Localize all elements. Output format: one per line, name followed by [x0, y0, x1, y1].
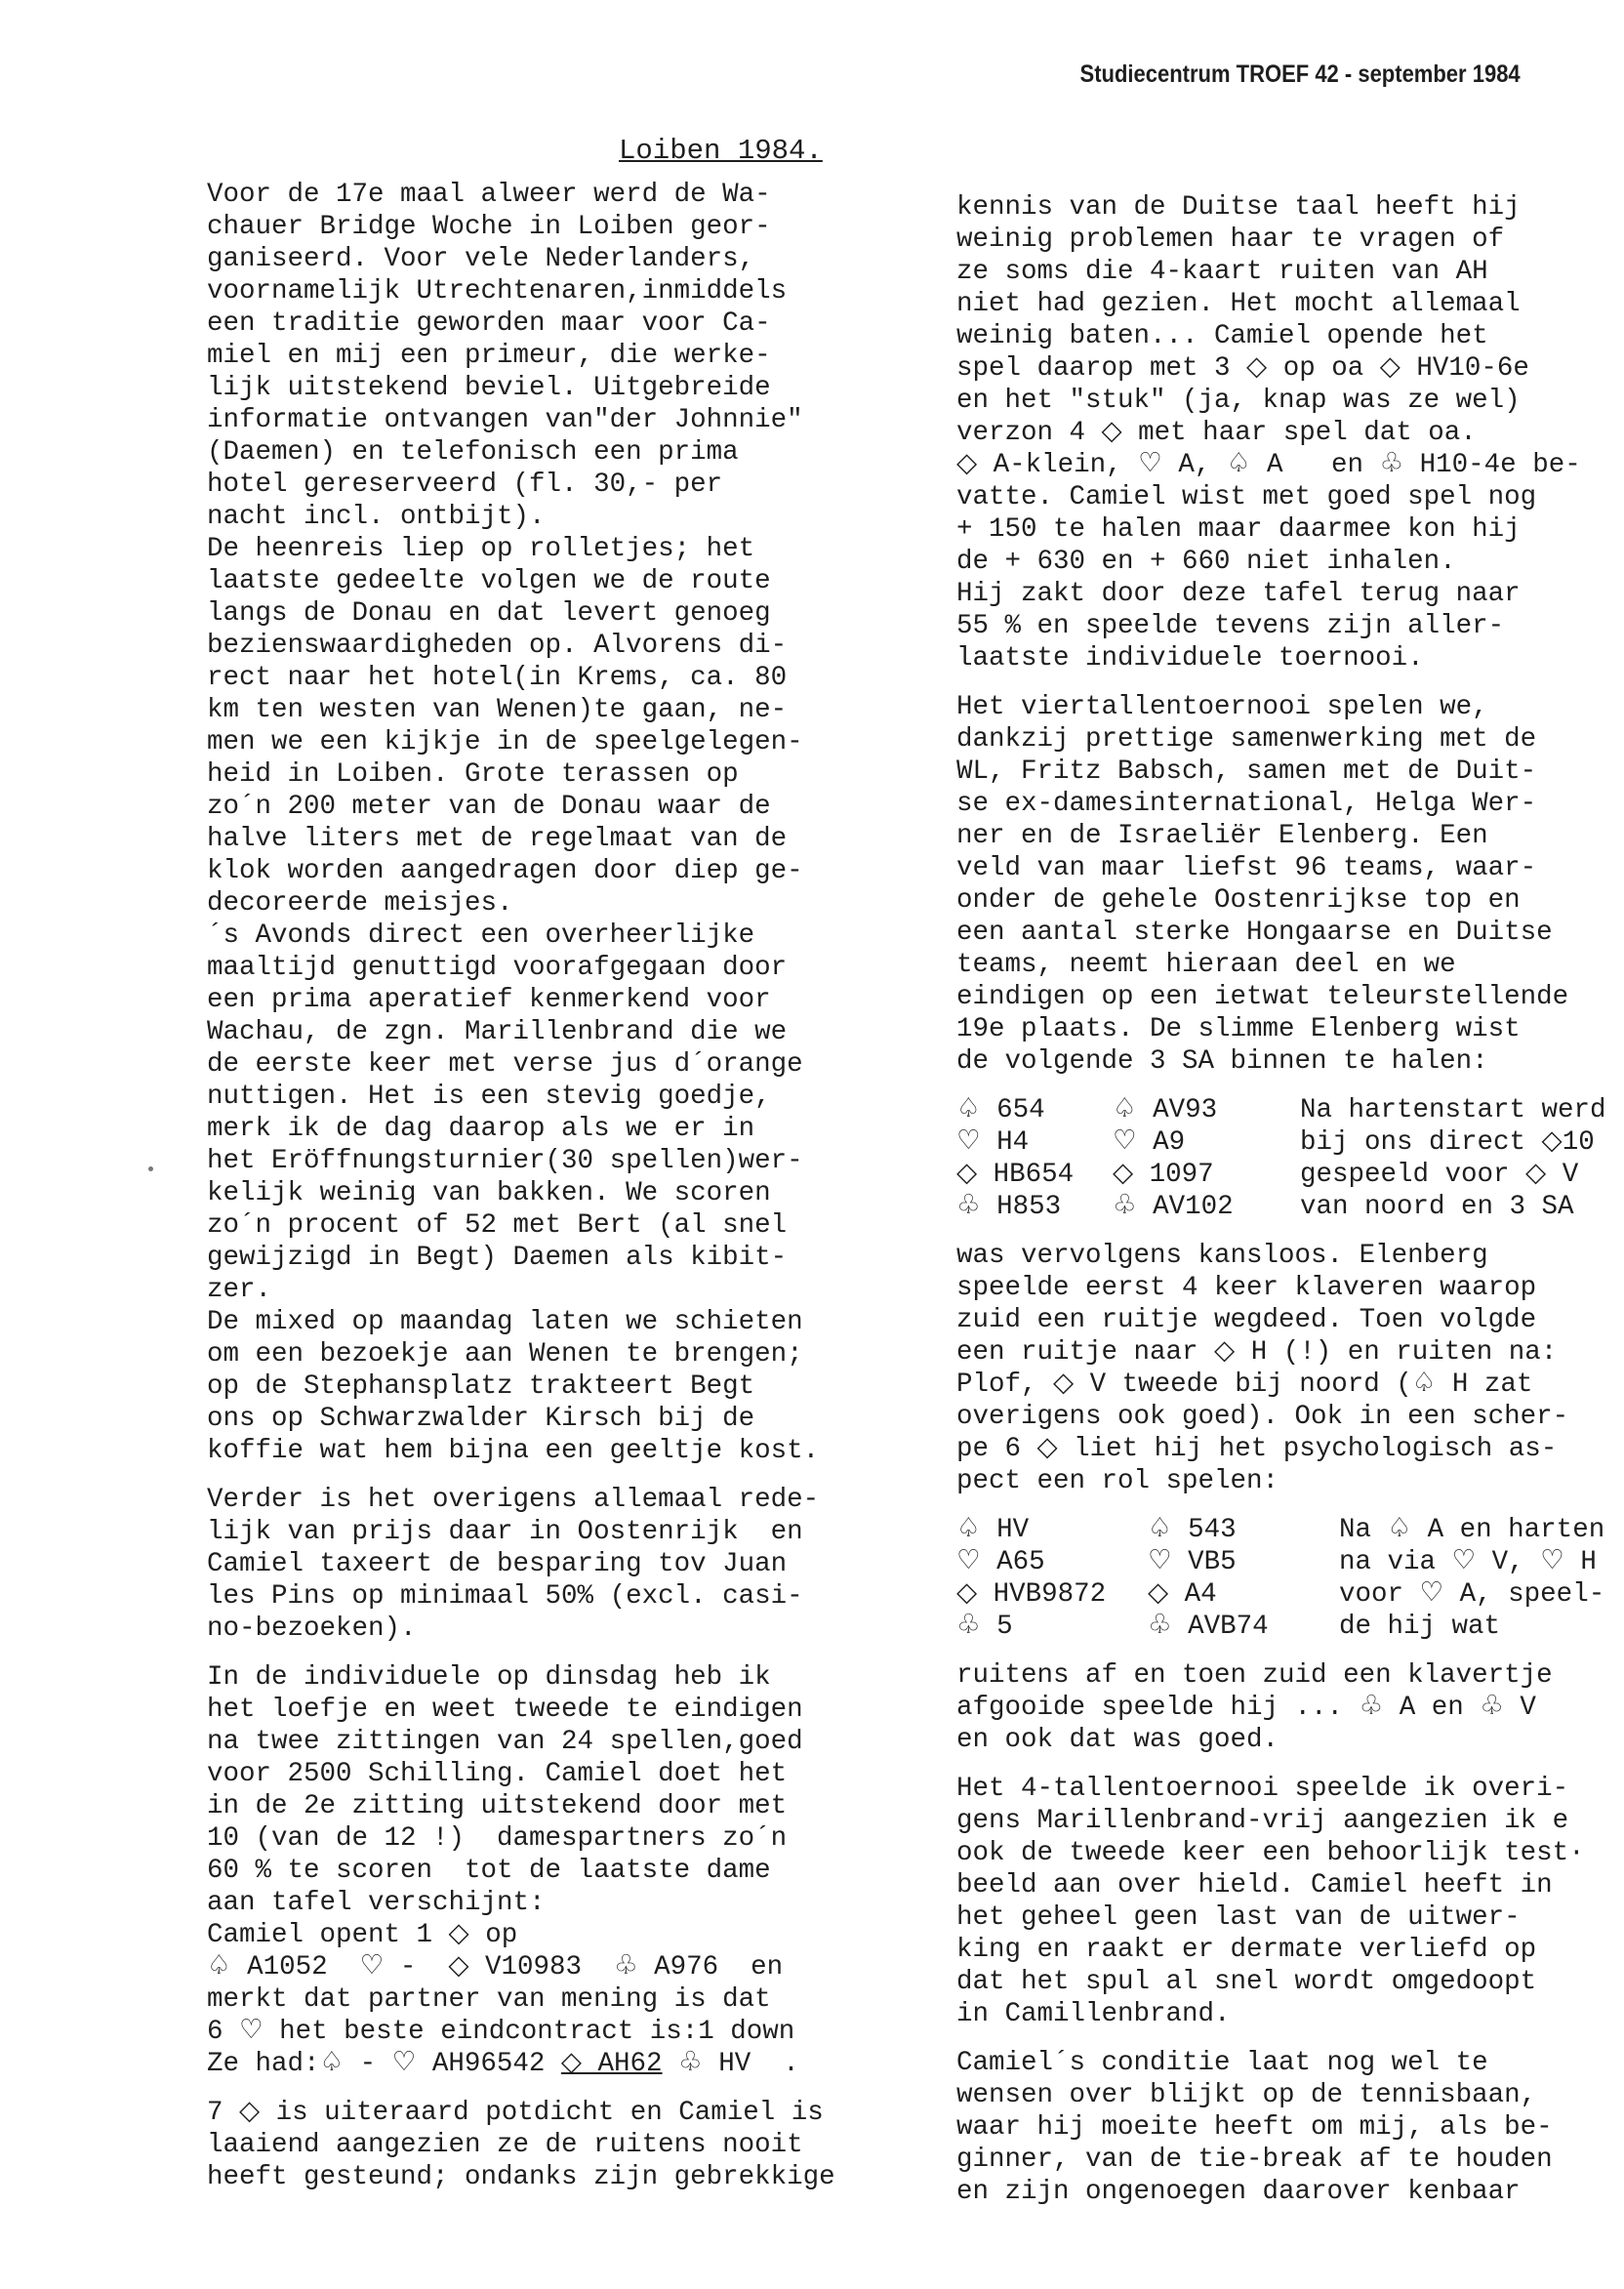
text-line: ♤ 654 — [956, 1095, 1045, 1125]
text-line: bezienswaardigheden op. Alvorens di- — [207, 631, 788, 661]
text-line: ♡ VB5 — [1148, 1547, 1237, 1577]
text-line: en ook dat was goed. — [956, 1725, 1279, 1755]
text-line: Voor de 17e maal alweer werd de Wa- — [207, 180, 771, 210]
text-line: spel daarop met 3 ◇ op oa ◇ HV10-6e — [956, 353, 1529, 384]
text-line: ♤ A1052 ♡ - ◇ V10983 ♧ A976 en — [207, 1952, 784, 1982]
text-line: wensen over blijkt op de tennisbaan, — [956, 2080, 1537, 2110]
text-line: dankzij prettige samenwerking met de — [956, 724, 1537, 755]
text-line: hotel gereserveerd (fl. 30,- per — [207, 470, 723, 500]
text-line: gespeeld voor ◇ V — [1300, 1160, 1579, 1190]
text-line: veld van maar liefst 96 teams, waar- — [956, 853, 1537, 883]
text-line: les Pins op minimaal 50% (excl. casi- — [207, 1581, 803, 1612]
text-line: kelijk weinig van bakken. We scoren — [207, 1178, 771, 1208]
text-line: decoreerde meisjes. — [207, 888, 513, 919]
page-header: Studiecentrum TROEF 42 - september 1984 — [1079, 61, 1521, 88]
text-line: speelde eerst 4 keer klaveren waarop — [956, 1273, 1537, 1303]
text-line: gewijzigd in Begt) Daemen als kibit- — [207, 1243, 788, 1273]
text-line: ginner, van de tie-break af te houden — [956, 2145, 1553, 2175]
text-line: miel en mij een primeur, die werke- — [207, 341, 771, 371]
text-line: ◇ HB654 — [956, 1160, 1075, 1190]
text-line: ♡ H4 — [956, 1127, 1030, 1158]
text-line: beeld aan over hield. Camiel heeft in — [956, 1870, 1553, 1901]
text-line: na via ♡ V, ♡ H — [1339, 1547, 1597, 1577]
text-line: niet had gezien. Het mocht allemaal — [956, 289, 1521, 319]
paragraph — [207, 179, 910, 1467]
text-line: ons op Schwarzwalder Kirsch bij de — [207, 1404, 755, 1434]
text-line: Het viertallentoernooi spelen we, — [956, 692, 1488, 722]
text-line: 10 (van de 12 !) damespartners zo´n — [207, 1823, 788, 1854]
text-line: in de 2e zitting uitstekend door met — [207, 1791, 788, 1821]
text-line: ♡ A9 — [1113, 1127, 1186, 1158]
text-line: heeft gesteund; ondanks zijn gebrekkige — [207, 2162, 835, 2192]
text-line: 19e plaats. De slimme Elenberg wist — [956, 1014, 1521, 1044]
text-line: het geheel geen last van de uitwer- — [956, 1902, 1521, 1933]
text-line: rect naar het hotel(in Krems, ca. 80 — [207, 663, 788, 693]
paragraph — [956, 1659, 1624, 1756]
text-line: onder de gehele Oostenrijkse top en — [956, 885, 1521, 916]
text-line: voor 2500 Schilling. Camiel doet het — [207, 1759, 788, 1789]
text-line: laatste gedeelte volgen we de route — [207, 566, 771, 596]
bridge-deal-diagram — [956, 1514, 1624, 1643]
text-line: Na hartenstart werd — [1300, 1095, 1606, 1125]
text-line: pe 6 ◇ liet hij het psychologisch as- — [956, 1434, 1558, 1464]
text-line: Camiel opent 1 ◇ op — [207, 1920, 518, 1950]
hand-left — [956, 1514, 1148, 1643]
hand-right — [1113, 1094, 1300, 1223]
text-line: na twee zittingen van 24 spellen,goed — [207, 1727, 803, 1757]
text-line: een traditie geworden maar voor Ca- — [207, 308, 771, 339]
text-line: van noord en 3 SA — [1300, 1192, 1574, 1222]
text-line: gens Marillenbrand-vrij aangezien ik e — [956, 1806, 1569, 1836]
text-line: overigens ook goed). Ook in een scher- — [956, 1402, 1569, 1432]
paragraph — [956, 2047, 1624, 2208]
text-line: 60 % te scoren tot de laatste dame — [207, 1856, 771, 1886]
paragraph — [956, 191, 1624, 674]
text-line: zuid een ruitje wegdeed. Toen volgde — [956, 1305, 1537, 1335]
article-title: Loiben 1984. — [619, 135, 823, 167]
text-line: ner en de Israeliër Elenberg. Een — [956, 821, 1488, 851]
text-line: teams, neemt hieraan deel en we — [956, 950, 1456, 980]
text-line: Verder is het overigens allemaal rede- — [207, 1485, 820, 1515]
text-line: 7 ◇ is uiteraard potdicht en Camiel is — [207, 2098, 824, 2128]
paragraph — [207, 2097, 910, 2193]
text-line: Camiel taxeert de besparing tov Juan — [207, 1549, 788, 1579]
text-line: chauer Bridge Woche in Loiben geor- — [207, 212, 771, 242]
text-line: (Daemen) en telefonisch een prima — [207, 437, 739, 468]
text-line: weinig baten... Camiel opende het — [956, 321, 1488, 351]
text-line: ze soms die 4-kaart ruiten van AH — [956, 257, 1488, 287]
text-line: aan tafel verschijnt: — [207, 1888, 546, 1918]
text-line: 6 ♡ het beste eindcontract is:1 down — [207, 2017, 795, 2047]
text-line: De heenreis liep op rolletjes; het — [207, 534, 755, 564]
text-line: het loefje en weet tweede te eindigen — [207, 1695, 803, 1725]
text-line: heid in Loiben. Grote terassen op — [207, 759, 739, 790]
text-line: zer. — [207, 1275, 272, 1305]
text-line: halve liters met de regelmaat van de — [207, 824, 788, 854]
deal-note — [1300, 1094, 1606, 1223]
text-line: Ze had:♤ - ♡ AH96542 ◇ AH62 ♧ HV . — [207, 2049, 799, 2079]
bridge-deal-diagram — [956, 1094, 1624, 1223]
right-column — [956, 191, 1624, 2225]
text-line: king en raakt er dermate verliefd op — [956, 1935, 1537, 1965]
text-line: ♧ AVB74 — [1148, 1612, 1269, 1642]
text-line: en zijn ongenoegen daarover kenbaar — [956, 2177, 1521, 2207]
text-line: Na ♤ A en harten — [1339, 1515, 1605, 1545]
text-line: waar hij moeite heeft om mij, als be- — [956, 2112, 1553, 2143]
text-line: ´s Avonds direct een overheerlijke — [207, 920, 755, 951]
text-line: voor ♡ A, speel- — [1339, 1579, 1605, 1610]
text-line: lijk van prijs daar in Oostenrijk en — [207, 1517, 803, 1547]
text-line: ♧ 5 — [956, 1612, 1013, 1642]
text-line: afgooide speelde hij ... ♧ A en ♧ V — [956, 1693, 1536, 1723]
text-line: de eerste keer met verse jus d´orange — [207, 1049, 803, 1080]
text-line: ◇ A-klein, ♡ A, ♤ A en ♧ H10-4e be- — [956, 450, 1581, 480]
text-line: weinig problemen haar te vragen of — [956, 225, 1505, 255]
text-line: Plof, ◇ V tweede bij noord (♤ H zat — [956, 1369, 1533, 1400]
text-line: een ruitje naar ◇ H (!) en ruiten na: — [956, 1337, 1558, 1368]
text-line: pect een rol spelen: — [956, 1466, 1279, 1496]
text-line: koffie wat hem bijna een geeltje kost. — [207, 1436, 820, 1466]
text-line: vatte. Camiel wist met goed spel nog — [956, 482, 1537, 512]
text-line: ruitens af en toen zuid een klavertje — [956, 1660, 1553, 1691]
text-line: langs de Donau en dat levert genoeg — [207, 598, 771, 629]
text-line: laaiend aangezien ze de ruitens nooit — [207, 2130, 803, 2160]
text-line: ◇ HVB9872 — [956, 1579, 1107, 1610]
text-line: no-bezoeken). — [207, 1614, 417, 1644]
text-line: voornamelijk Utrechtenaren,inmiddels — [207, 276, 788, 307]
text-line: lijk uitstekend beviel. Uitgebreide — [207, 373, 771, 403]
text-line: in Camillenbrand. — [956, 1999, 1231, 2029]
text-line: merk ik de dag daarop als we er in — [207, 1114, 755, 1144]
text-line: het Eröffnungsturnier(30 spellen)wer- — [207, 1146, 803, 1176]
text-line: 55 % en speelde tevens zijn aller- — [956, 611, 1505, 641]
text-line: nuttigen. Het is een stevig goedje, — [207, 1082, 771, 1112]
text-line: Hij zakt door deze tafel terug naar — [956, 579, 1521, 609]
text-line: op de Stephansplatz trakteert Begt — [207, 1371, 755, 1402]
text-line: Camiel´s conditie laat nog wel te — [956, 2048, 1488, 2078]
text-line: klok worden aangedragen door diep ge- — [207, 856, 803, 886]
text-line: Wachau, de zgn. Marillenbrand die we — [207, 1017, 788, 1047]
text-line: om een bezoekje aan Wenen te brengen; — [207, 1339, 803, 1369]
text-line: de volgende 3 SA binnen te halen: — [956, 1046, 1488, 1077]
text-line: laatste individuele toernooi. — [956, 643, 1424, 674]
text-line: ◇ A4 — [1148, 1579, 1217, 1610]
text-line: kennis van de Duitse taal heeft hij — [956, 192, 1521, 223]
text-line: ook de tweede keer een behoorlijk test· — [956, 1838, 1585, 1868]
text-line: en het "stuk" (ja, knap was ze wel) — [956, 386, 1521, 416]
text-line: ♤ 543 — [1148, 1515, 1237, 1545]
text-line: ♡ A65 — [956, 1547, 1045, 1577]
text-line: se ex-damesinternational, Helga Wer- — [956, 789, 1537, 819]
hand-right — [1148, 1514, 1339, 1643]
text-line: eindigen op een ietwat teleurstellende — [956, 982, 1569, 1012]
text-line: maaltijd genuttigd voorafgegaan door — [207, 953, 788, 983]
text-line: zo´n procent of 52 met Bert (al snel — [207, 1210, 788, 1241]
paragraph — [207, 1484, 910, 1645]
text-line: merkt dat partner van mening is dat — [207, 1984, 771, 2015]
paragraph — [956, 1240, 1624, 1497]
text-line: zo´n 200 meter van de Donau waar de — [207, 792, 771, 822]
deal-note — [1339, 1514, 1604, 1643]
text-line: ♧ AV102 — [1113, 1192, 1234, 1222]
paragraph — [207, 1661, 910, 2080]
text-line: de hij wat — [1339, 1612, 1501, 1642]
paragraph — [956, 691, 1624, 1078]
text-line: een prima aperatief kenmerkend voor — [207, 985, 771, 1015]
text-line: + 150 te halen maar daarmee kon hij — [956, 514, 1521, 545]
text-line: men we een kijkje in de speelgelegen- — [207, 727, 803, 757]
paragraph — [956, 1773, 1624, 2030]
text-line: informatie ontvangen van"der Johnnie" — [207, 405, 803, 435]
text-line: dat het spul al snel wordt omgedoopt — [956, 1967, 1537, 1997]
text-line: was vervolgens kansloos. Elenberg — [956, 1241, 1488, 1271]
text-line: ♧ H853 — [956, 1192, 1062, 1222]
scan-speck — [148, 1166, 153, 1171]
text-line: WL, Fritz Babsch, samen met de Duit- — [956, 756, 1537, 787]
text-line: km ten westen van Wenen)te gaan, ne- — [207, 695, 788, 725]
text-line: Het 4-tallentoernooi speelde ik overi- — [956, 1774, 1569, 1804]
text-line: een aantal sterke Hongaarse en Duitse — [956, 918, 1553, 948]
text-line: de + 630 en + 660 niet inhalen. — [956, 547, 1456, 577]
text-line: ganiseerd. Voor vele Nederlanders, — [207, 244, 755, 274]
text-line: ♤ HV — [956, 1515, 1030, 1545]
text-line: In de individuele op dinsdag heb ik — [207, 1662, 771, 1693]
text-line: bij ons direct ◇10 — [1300, 1127, 1595, 1158]
text-line: nacht incl. ontbijt). — [207, 502, 546, 532]
text-line: ◇ 1097 — [1113, 1160, 1214, 1190]
hand-left — [956, 1094, 1113, 1223]
left-column — [207, 179, 910, 2210]
text-line: De mixed op maandag laten we schieten — [207, 1307, 803, 1337]
text-line: ♤ AV93 — [1113, 1095, 1218, 1125]
text-line: verzon 4 ◇ met haar spel dat oa. — [956, 418, 1477, 448]
